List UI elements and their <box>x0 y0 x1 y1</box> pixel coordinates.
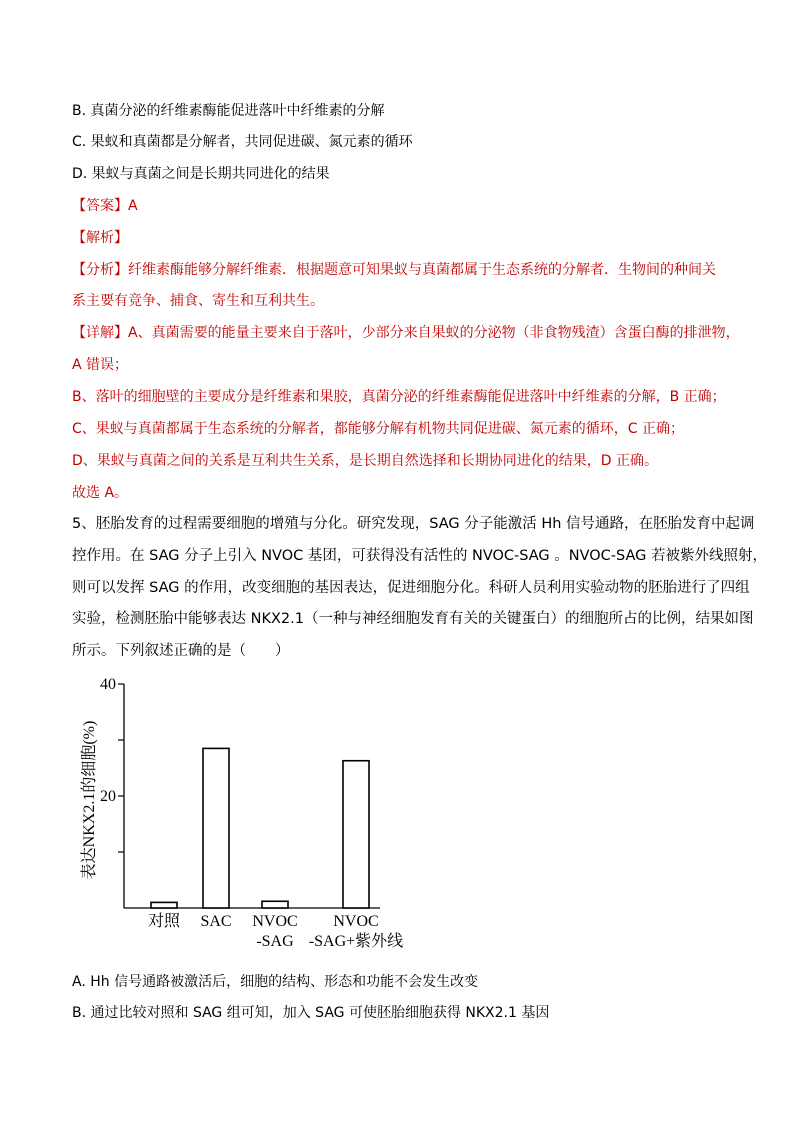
option-d-prev: D. 果蚁与真菌之间是长期共同进化的结果 <box>72 166 330 182</box>
question5-line-4: 实验，检测胚胎中能够表达 NKX2.1（一种与神经细胞发育有关的关键蛋白）的细胞所占的比例，结果如图 <box>72 611 754 627</box>
y-tick-label-20: 20 <box>100 788 116 805</box>
category-label-3-0: NVOC <box>333 913 379 930</box>
bar-2 <box>262 901 288 908</box>
option-c-prev: C. 果蚁和真菌都是分解者，共同促进碳、氮元素的循环 <box>72 134 413 150</box>
detail-label: 【详解】 <box>72 325 128 341</box>
answer-label: 【答案】 <box>72 198 128 214</box>
bar-3 <box>343 761 369 908</box>
category-label-1-0: SAC <box>200 913 232 930</box>
detail-line-a1 <box>72 323 740 343</box>
question5-line-5: 所示。下列叙述正确的是（ ） <box>72 643 290 659</box>
option-b-prev: B. 真菌分泌的纤维素酶能促进落叶中纤维素的分解 <box>72 103 385 119</box>
y-axis-label: 表达NKX2.1的细胞(%) <box>81 720 98 880</box>
option-a-next: A. Hh 信号通路被激活后，细胞的结构、形态和功能不会发生改变 <box>72 974 479 990</box>
y-tick-label-40: 40 <box>100 676 116 693</box>
question5-line-3: 则可以发挥 SAG 的作用，改变细胞的基因表达，促进细胞分化。科研人员利用实验动物的胚胎进行了四组 <box>72 580 750 596</box>
question5-line-2: 控作用。在 SAG 分子上引入 NVOC 基团，可获得没有活性的 NVOC-SAG 。NVOC-SAG 若被紫外线照射， <box>72 548 767 564</box>
analysis-line-1 <box>72 260 716 280</box>
bar-0 <box>151 902 177 908</box>
bar-1 <box>203 748 229 908</box>
category-label-0-0: 对照 <box>147 913 181 930</box>
category-label-2-1: -SAG <box>256 933 294 950</box>
analysis-heading: 【解析】 <box>72 230 128 246</box>
detail-line-b: B、落叶的细胞壁的主要成分是纤维素和果胶，真菌分泌的纤维素酶能促进落叶中纤维素的分解，B 正确； <box>72 389 726 405</box>
detail-line-d: D、果蚁与真菌之间的关系是互利共生关系，是长期自然选择和长期协同进化的结果，D 正确。 <box>72 453 659 469</box>
detail-line-c: C、果蚁与真菌都属于生态系统的分解者，都能够分解有机物共同促进碳、氮元素的循环，C 正确； <box>72 421 684 437</box>
detail-conclusion: 故选 A。 <box>72 485 129 501</box>
analysis-text-1: 纤维素酶能够分解纤维素．根据题意可知果蚁与真菌都属于生态系统的分解者．生物间的种间关 <box>128 262 716 278</box>
answer-value: A <box>128 198 138 214</box>
bar-chart <box>72 670 412 960</box>
analysis-label: 【分析】 <box>72 262 128 278</box>
question5-line-1: 5、胚胎发育的过程需要细胞的增殖与分化。研究发现，SAG 分子能激活 Hh 信号通路，在胚胎发育中起调 <box>72 516 755 532</box>
answer-line <box>72 196 138 216</box>
category-label-2-0: NVOC <box>252 913 298 930</box>
detail-text-a1: A、真菌需要的能量主要来自于落叶，少部分来自果蚁的分泌物（非食物残渣）含蛋白酶的排泄物， <box>128 325 740 341</box>
option-b-next: B. 通过比较对照和 SAG 组可知，加入 SAG 可使胚胎细胞获得 NKX2.1 基因 <box>72 1005 550 1021</box>
category-label-3-1: -SAG+紫外线 <box>308 933 404 950</box>
analysis-line-2: 系主要有竞争、捕食、寄生和互利共生。 <box>72 293 324 309</box>
detail-line-a2: A 错误； <box>72 357 129 373</box>
